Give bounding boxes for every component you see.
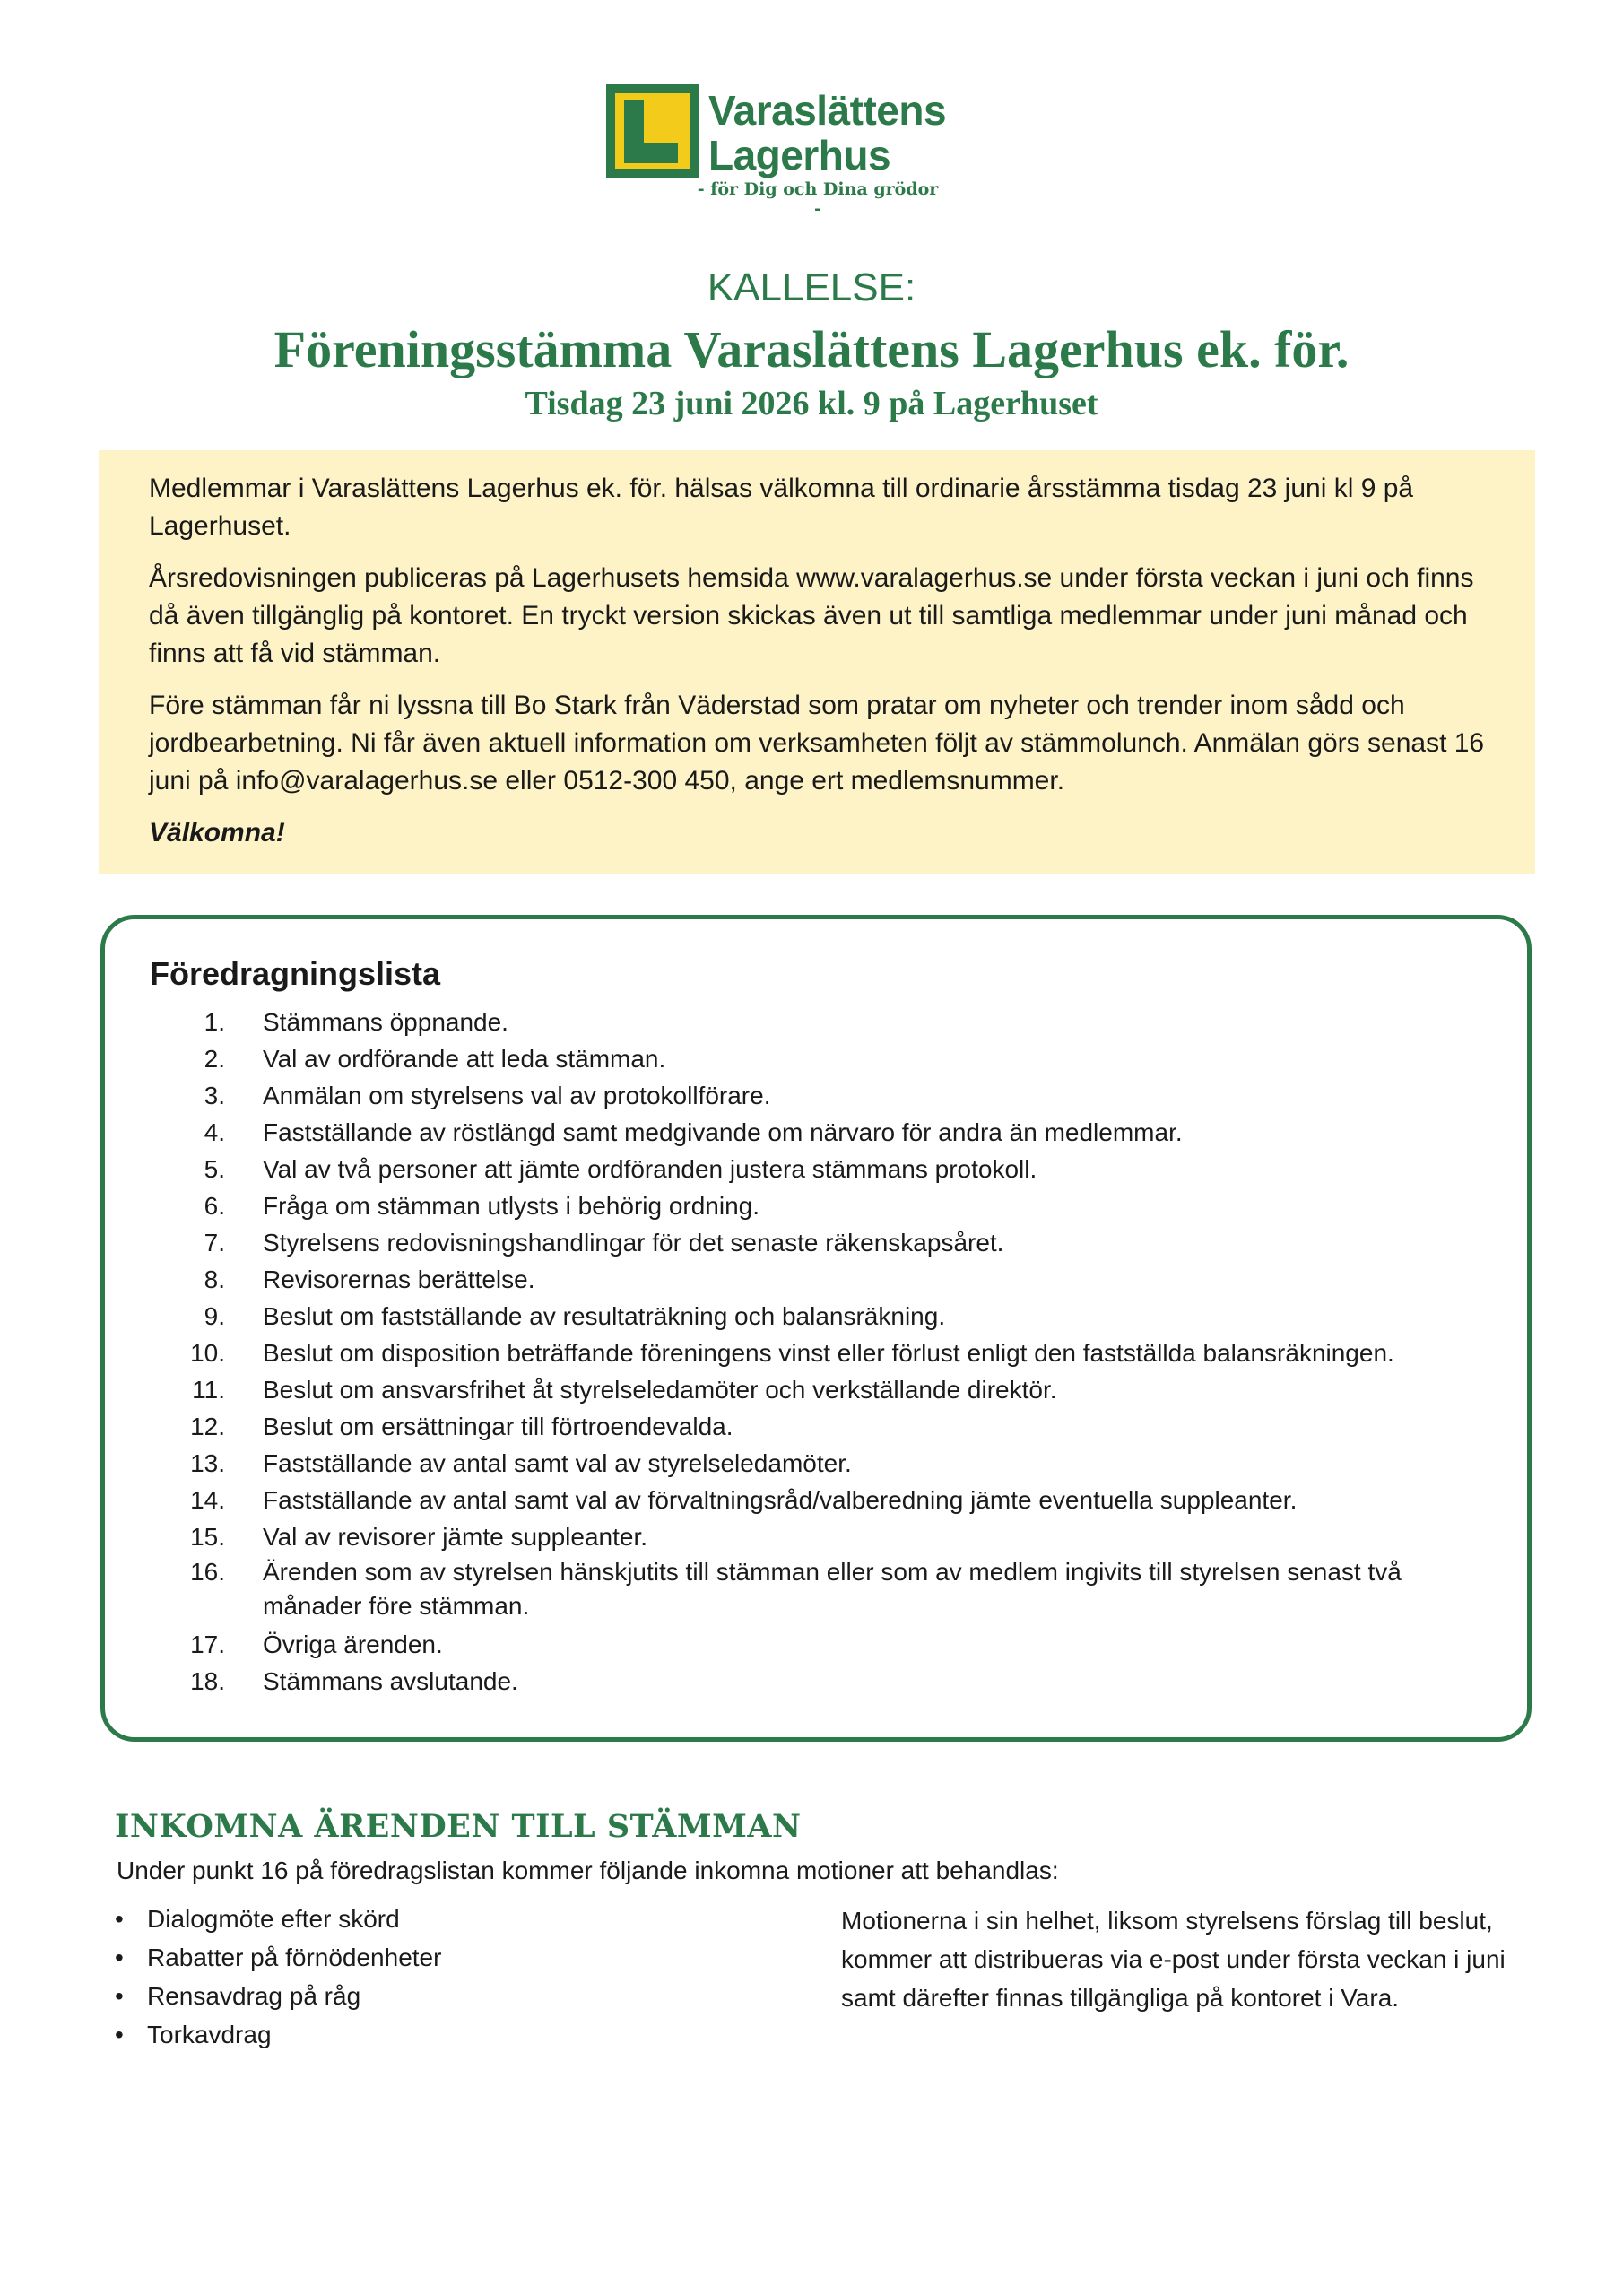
agenda-item-text: Fastställande av antal samt val av förvaltningsråd/valberedning jämte eventuella suppleanter. [263,1486,1298,1514]
agenda-item [150,1187,1480,1224]
page-subtitle: Tisdag 23 juni 2026 kl. 9 på Lagerhuset [525,385,1098,422]
intro-paragraph: Före stämman får ni lyssna till Bo Stark från Väderstad som pratar om nyheter och trender inom sådd och jordbearbetning. Ni får även aktuell information om verksamheten följt av stämmolunch. Anmälan görs senast 16 juni på info@varalagerhus.se eller 0512-300 450, ange ert medlemsnummer. [149,691,1485,796]
logo [606,84,1019,219]
logo-mark-icon [606,84,699,178]
agenda-item [150,1261,1480,1298]
agenda-item-number: 14. [190,1486,225,1514]
kallelse-heading: KALLELSE: [707,265,916,309]
agenda-title: Föredragningslista [150,955,441,992]
bullet-icon: • [115,2021,124,2048]
agenda-item [150,1518,1480,1555]
agenda-item-number: 12. [190,1413,225,1440]
agenda-item-text: Fastställande av antal samt val av styrelseledamöter. [263,1449,852,1477]
agenda-item [150,1482,1480,1518]
motion-text: Rabatter på förnödenheter [147,1944,442,1971]
agenda-item-text: Fastställande av röstlängd samt medgivande om närvaro för andra än medlemmar. [263,1118,1183,1146]
agenda-item [150,1555,1480,1623]
motion-item [115,1900,441,1938]
bullet-icon: • [115,1982,124,2010]
agenda-item [150,1445,1480,1482]
agenda-item-text: Övriga ärenden. [263,1631,443,1658]
incoming-section-intro: Under punkt 16 på föredragslistan kommer följande inkomna motioner att behandlas: [117,1857,1059,1884]
agenda-item-number: 2. [204,1045,225,1073]
agenda-item [150,1298,1480,1335]
intro-paragraph: Årsredovisningen publiceras på Lagerhusets hemsida www.varalagerhus.se under första veckan i juni och finns då även tillgänglig på kontoret. En tryckt version skickas även ut till samtliga medlemmar under juni månad och finns att få vid stämman. [149,563,1474,668]
intro-box [99,450,1535,874]
agenda-item-number: 5. [204,1155,225,1183]
agenda-item-text: Fråga om stämman utlysts i behörig ordning. [263,1192,760,1220]
agenda-item [150,1371,1480,1408]
agenda-item-number: 11. [192,1376,225,1404]
logo-tagline: - för Dig och Dina grödor - [697,179,939,219]
agenda-item-text: Revisorernas berättelse. [263,1265,535,1293]
agenda-item-number: 16. [190,1558,225,1586]
agenda-item [150,1114,1480,1151]
page-title: Föreningsstämma Varaslättens Lagerhus ek. för. [273,320,1350,378]
agenda-item [150,1408,1480,1445]
incoming-section-title: INKOMNA ÄRENDEN TILL STÄMMAN [115,1808,802,1845]
logo-name-line2: Lagerhus [708,132,891,178]
motion-list [115,1900,441,2054]
agenda-item-text: Val av två personer att jämte ordföranden justera stämmans protokoll. [263,1155,1037,1183]
agenda-item [150,1004,1480,1040]
agenda-list [150,1004,1480,1700]
agenda-item-text: Styrelsens redovisningshandlingar för det senaste räkenskapsåret. [263,1229,1004,1257]
agenda-item-text: Val av ordförande att leda stämman. [263,1045,666,1073]
motion-text: Rensavdrag på råg [147,1982,361,2010]
agenda-item-number: 3. [204,1082,225,1109]
agenda-item [150,1335,1480,1371]
motion-item [115,1977,441,2015]
agenda-item-number: 13. [190,1449,225,1477]
motions-note: Motionerna i sin helhet, liksom styrelsens förslag till beslut, kommer att distribueras via e-post under första veckan i juni samt därefter finnas tillgängliga på kontoret i Vara. [841,1907,1506,2012]
agenda-item-number: 18. [190,1667,225,1695]
agenda-item [150,1663,1480,1700]
agenda-item-text: Beslut om ersättningar till förtroendevalda. [263,1413,733,1440]
agenda-item-text: Beslut om disposition beträffande föreningens vinst eller förlust enligt den fastställda balansräkningen. [263,1339,1394,1367]
agenda-item-text: Stämmans avslutande. [263,1667,518,1695]
agenda-item-number: 15. [190,1523,225,1551]
agenda-item [150,1040,1480,1077]
agenda-item [150,1224,1480,1261]
agenda-item-number: 1. [204,1008,225,1036]
agenda-item-number: 6. [204,1192,225,1220]
logo-name-line1: Varaslättens [708,87,947,134]
agenda-item-text: Anmälan om styrelsens val av protokollförare. [263,1082,771,1109]
agenda-item [150,1077,1480,1114]
agenda-item-number: 4. [204,1118,225,1146]
agenda-item-text: Beslut om fastställande av resultaträkning och balansräkning. [263,1302,946,1330]
agenda-item [150,1151,1480,1187]
motion-item [115,1938,441,1977]
agenda-item-text: Val av revisorer jämte suppleanter. [263,1523,648,1551]
agenda-item-number: 10. [190,1339,225,1367]
motion-text: Dialogmöte efter skörd [147,1905,400,1933]
bullet-icon: • [115,1905,124,1933]
agenda-item-number: 7. [204,1229,225,1257]
motion-item [115,2015,441,2054]
agenda-item-text: Stämmans öppnande. [263,1008,508,1036]
logo-name [708,88,946,178]
agenda-item-text: Beslut om ansvarsfrihet åt styrelseledamöter och verkställande direktör. [263,1376,1057,1404]
intro-paragraph: Medlemmar i Varaslättens Lagerhus ek. för. hälsas välkomna till ordinarie årsstämma tisdag 23 juni kl 9 på Lagerhuset. [149,474,1414,541]
agenda-box [100,915,1532,1742]
welcome-text: Välkomna! [149,818,285,848]
bullet-icon: • [115,1944,124,1971]
agenda-item-number: 9. [204,1302,225,1330]
motion-text: Torkavdrag [147,2021,272,2048]
agenda-item-number: 17. [190,1631,225,1658]
agenda-item [150,1626,1480,1663]
agenda-item-text: Ärenden som av styrelsen hänskjutits till stämman eller som av medlem ingivits till styrelsen senast två månader före stämman. [263,1558,1402,1620]
agenda-item-number: 8. [204,1265,225,1293]
